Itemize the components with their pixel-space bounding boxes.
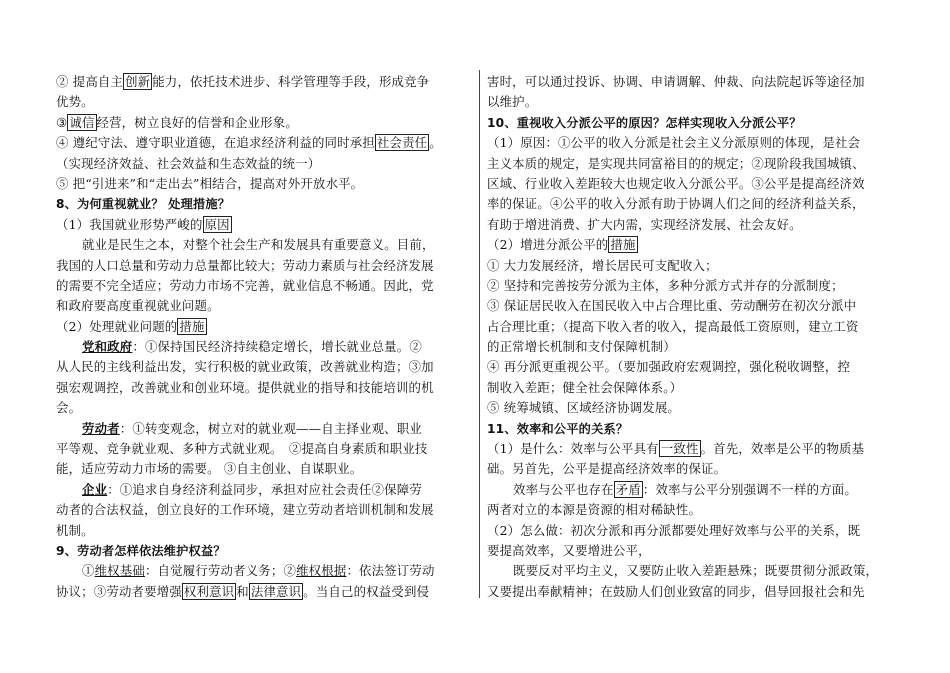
text-line: 强宏观调控，改善就业和创业环境。提供就业的指导和技能培训的机 (56, 379, 434, 395)
text-line: ⑤ 把“引进来”和“走出去”相结合，提高对外开放水平。 (56, 175, 364, 191)
boxed-term: 法律意识 (250, 583, 302, 599)
left-column (56, 72, 466, 602)
text-line: ⑤ 统筹城镇、区域经济协调发展。 (487, 400, 680, 416)
text-line: ①维权基础：自觉履行劳动者义务；②维权根据：依法签订劳动 (82, 563, 435, 579)
text-line: 两者对立的本源是资源的相对稀缺性。 (487, 502, 702, 518)
text-line: 会。 (56, 400, 82, 416)
text-line: ① 大力发展经济，增长居民可支配收入； (487, 257, 718, 273)
boxed-term: 一致性 (660, 441, 699, 457)
underlined-term: 维权根据 (296, 563, 347, 579)
text-line: （1）我国就业形势严峻的 原因 (56, 216, 230, 232)
boxed-term: 措施 (179, 318, 205, 334)
text-line: 效率与公平也存在 矛盾 ：效率与公平分别强调不一样的方面。 (513, 481, 857, 497)
text-line: （2）增进分派公平的 措施 (487, 237, 636, 253)
section-heading: 10、重视收入分派公平的原因？怎样实现收入分派公平？ (487, 115, 802, 130)
text-line: 企业：①追求自身经济利益同步，承担对应社会责任②保障劳 (82, 481, 422, 497)
underlined-term: 维权基础 (94, 563, 145, 579)
text-line: 既要反对平均主义，又要防止收入差距悬殊；既要贯彻分派政策， (513, 563, 879, 579)
text-line: 又要提出奉献精神；在鼓励人们创业致富的同步，倡导回报社会和先 (487, 583, 865, 599)
text-line: 机制。 (56, 522, 94, 538)
text-line: 平等观、竞争就业观、多种方式就业观。 ②提高自身素质和职业技 (56, 441, 428, 457)
right-column (487, 72, 895, 602)
boxed-term: 权利意识 (183, 583, 235, 599)
text-line: 优势。 (56, 94, 94, 110)
text-line: 制收入差距；健全社会保障体系。） (487, 379, 683, 395)
text-line: （2）怎么做：初次分派和再分派都要处理好效率与公平的关系，既 (487, 522, 861, 538)
text-line: 从人民的主线利益出发，实行积极的就业政策，改善就业构造；③加 (56, 359, 434, 375)
boxed-term: 社会责任 (376, 135, 428, 151)
boxed-term: 矛盾 (615, 481, 641, 497)
text-line: 就业是民生之本，对整个社会生产和发展具有重要意义。目前， (82, 237, 435, 253)
text-line: ② 坚持和完善按劳分派为主体，多种分派方式并存的分派制度； (487, 277, 844, 293)
text-line: 主义本质的规定，是实现共同富裕目的的规定；②现阶段我国城镇、 (487, 155, 865, 171)
text-line: 占合理比重；（提高下收入者的收入，提高最低工资原则，建立工资 (487, 318, 859, 334)
text-line: 的需要不完全适应；劳动力市场不完善，就业信息不畅通。因此，党 (56, 277, 434, 293)
text-line: 区域、行业收入差距较大也规定收入分派公平。③公平是提高经济效 (487, 175, 865, 191)
text-line: 害时，可以通过投诉、协调、申请调解、仲裁、向法院起诉等途径加 (487, 74, 865, 89)
text-line: （1）原因：①公平的收入分派是社会主义分派原则的体现，是社会 (487, 135, 861, 151)
text-line: 党和政府：①保持国民经济持续稳定增长，增长就业总量。② (82, 339, 422, 355)
text-line: 要提高效率，又要增进公平， (487, 542, 651, 558)
text-line: 劳动者：①转变观念，树立对的就业观——自主择业观、职业 (82, 420, 422, 436)
boxed-term: 创新 (125, 74, 151, 89)
text-line: （2）处理就业问题的 措施 (56, 318, 205, 334)
boxed-term: 措施 (610, 237, 636, 253)
section-heading: 8、为何重视就业？ 处理措施？ (56, 197, 231, 212)
text-line: 础。另首先，公平是提高经济效率的保证。 (487, 461, 727, 477)
text-line: （实现经济效益、社会效益和生态效益的统一） (56, 155, 321, 171)
text-line: 和政府要高度重视就业问题。 (56, 298, 220, 314)
subject-label: 劳动者 (82, 420, 120, 436)
text-line: 率的保证。④公平的收入分派有助于协调人们之间的经济利益关系， (487, 196, 865, 212)
text-line: 以维护。 (487, 94, 538, 110)
text-line: ④ 再分派更重视公平。（要加强政府宏观调控，强化税收调整，控 (487, 359, 851, 375)
text-line: ③ 保证居民收入在国民收入中占合理比重、劳动酬劳在初次分派中 (487, 298, 857, 314)
column-divider (479, 70, 480, 598)
text-line: 有助于增进消费、扩大内需，实现经济发展、社会友好。 (487, 216, 802, 232)
text-line: 协议；③劳动者要增强 权利意识 和 法律意识 。当自己的权益受到侵 (56, 583, 430, 599)
boxed-term: 诚信 (69, 114, 95, 130)
text-line: 动者的合法权益，创立良好的工作环境，建立劳动者培训机制和发展 (56, 502, 434, 518)
text-line: 我国的人口总量和劳动力总量都比较大；劳动力素质与社会经济发展 (56, 257, 434, 273)
section-heading: 11、效率和公平的关系？ (487, 421, 629, 436)
text-line: ④ 遵纪守法、遵守职业道德，在追求经济利益的同时承担 社会责任 。 (56, 135, 442, 151)
text-line: 能，适应劳动力市场的需要。 ③自主创业、自谋职业。 (56, 461, 363, 477)
text-line: ③ 诚信 经营，树立良好的信誉和企业形象。 (56, 114, 298, 130)
subject-label: 企业 (82, 481, 108, 497)
text-line: 的正常增长机制和支付保障机制） (487, 339, 676, 355)
text-line: ② 提高自主 创新 能力，依托技术进步、科学管理等手段，形成竞争 (56, 74, 430, 89)
text-line: （1）是什么：效率与公平具有 一致性 。首先，效率是公平的物质基 (487, 441, 865, 457)
section-heading: 9、劳动者怎样依法维护权益？ (56, 543, 226, 558)
boxed-term: 原因 (204, 216, 230, 232)
subject-label: 党和政府 (82, 339, 133, 355)
